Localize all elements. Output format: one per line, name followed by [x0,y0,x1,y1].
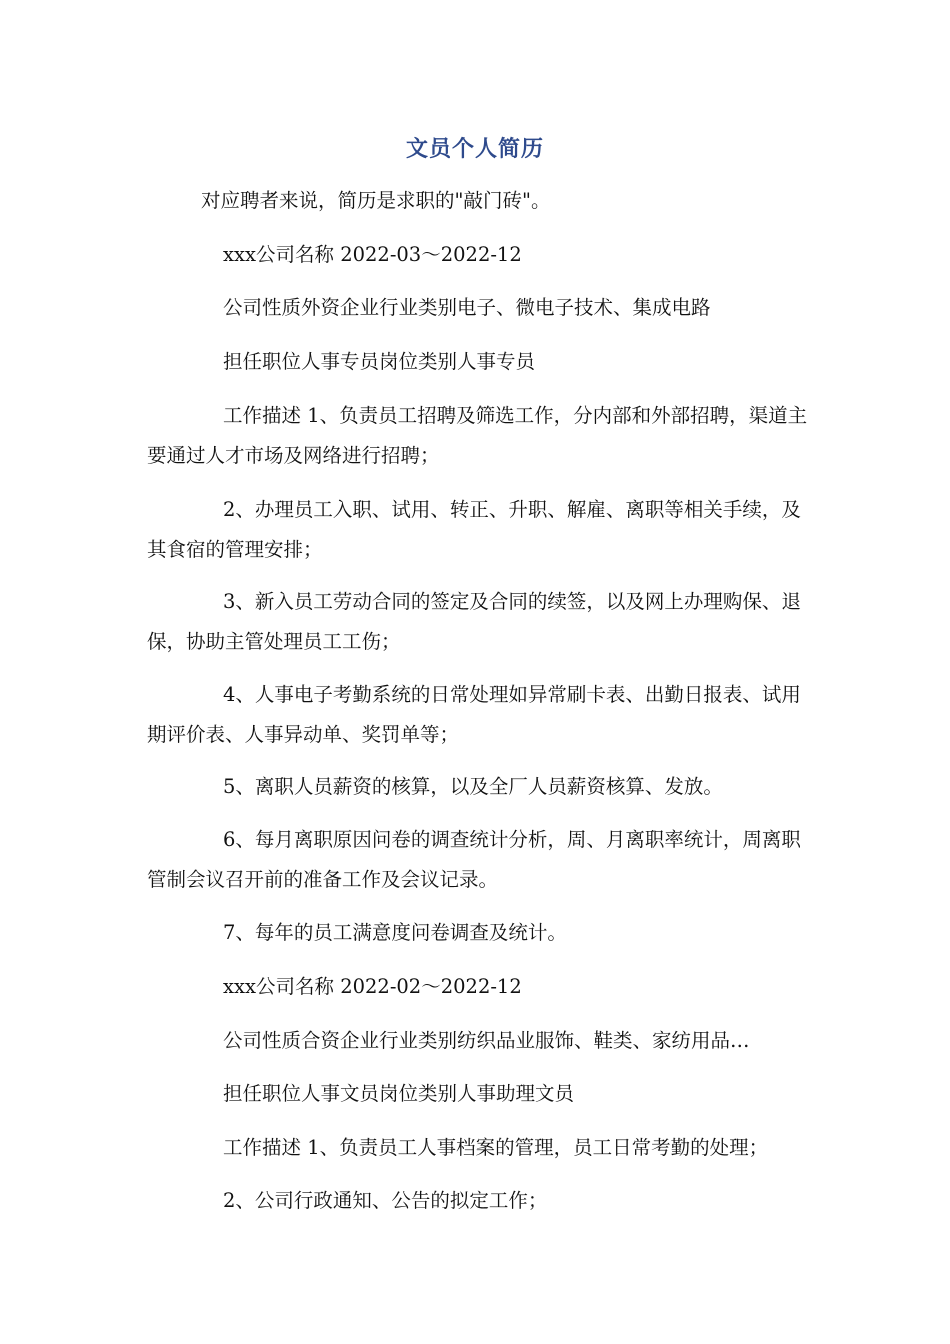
company-2-name-period: xxx公司名称 2022-02～2022-12 [223,975,522,998]
company-1-duty-7: 7、每年的员工满意度问卷调查及统计。 [223,921,567,944]
company-1-name-period: xxx公司名称 2022-03～2022-12 [223,243,522,266]
company-1-position: 担任职位人事专员岗位类别人事专员 [223,350,536,373]
company-1-duty-2: 2、办理员工入职、试用、转正、升职、解雇、离职等相关手续，及其食宿的管理安排； [147,498,801,561]
company-1-nature-industry: 公司性质外资企业行业类别电子、微电子技术、集成电路 [223,296,711,319]
company-2-duty-2: 2、公司行政通知、公告的拟定工作； [223,1189,548,1212]
company-2-duty-1: 工作描述 1、负责员工人事档案的管理，员工日常考勤的处理； [223,1136,769,1159]
company-1-duty-4: 4、人事电子考勤系统的日常处理如异常刷卡表、出勤日报表、试用期评价表、人事异动单、奖罚单等； [147,683,801,746]
company-2-position: 担任职位人事文员岗位类别人事助理文员 [223,1082,575,1105]
intro-paragraph: 对应聘者来说，简历是求职的"敲门砖"。 [201,189,551,212]
company-1-duty-3: 3、新入员工劳动合同的签定及合同的续签，以及网上办理购保、退保，协助主管处理员工工伤； [147,590,801,653]
document-title: 文员个人简历 [405,137,544,162]
company-1-duty-5: 5、离职人员薪资的核算，以及全厂人员薪资核算、发放。 [223,775,723,798]
company-1-duty-1: 工作描述 1、负责员工招聘及筛选工作，分内部和外部招聘，渠道主要通过人才市场及网络进行招聘； [147,404,808,467]
company-2-nature-industry: 公司性质合资企业行业类别纺织品业服饰、鞋类、家纺用品… [223,1029,750,1052]
company-1-duty-6: 6、每月离职原因问卷的调查统计分析，周、月离职率统计，周离职管制会议召开前的准备工作及会议记录。 [147,828,801,891]
